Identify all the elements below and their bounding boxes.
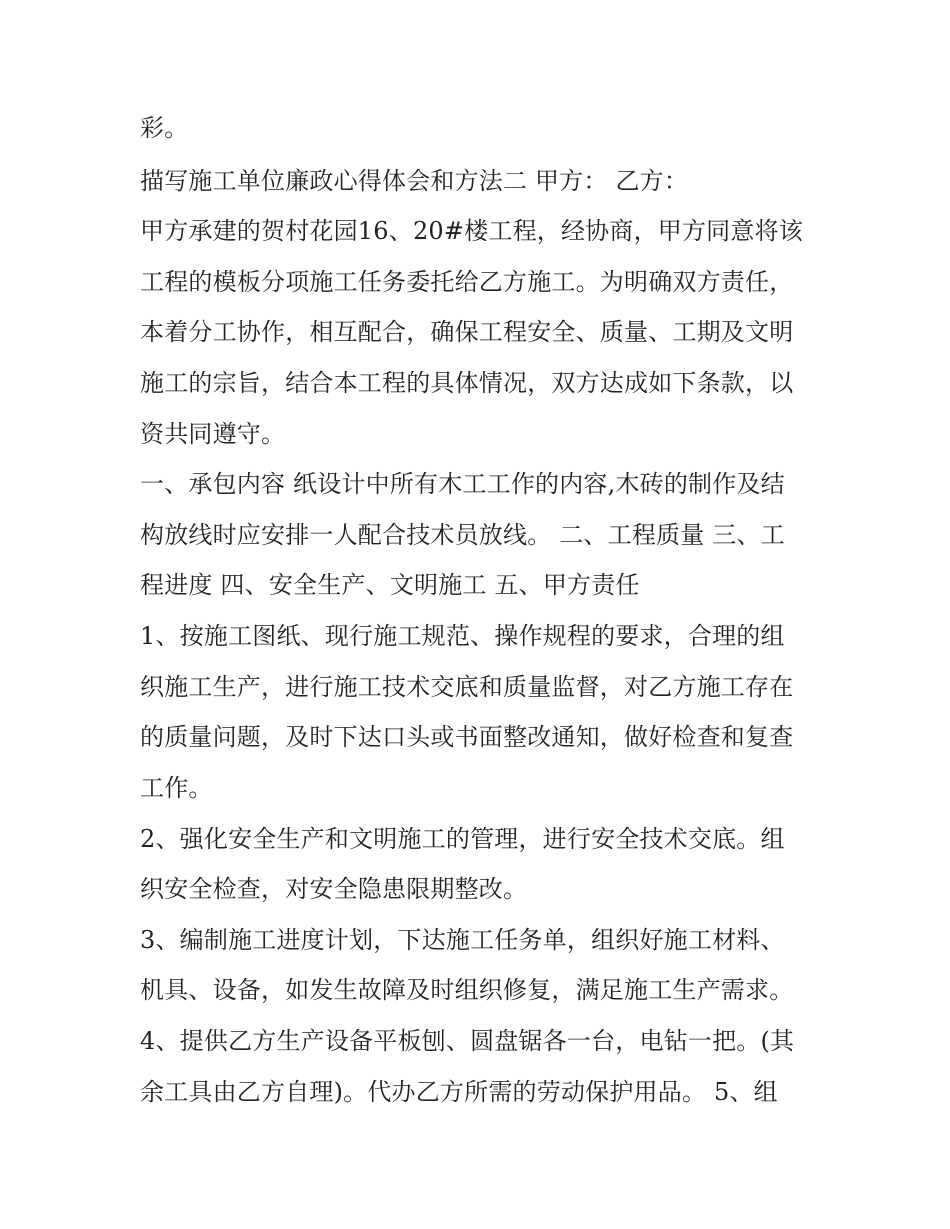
text-line: 一、承包内容 纸设计中所有木工工作的内容,木砖的制作及结 [140,470,785,498]
text-line: 彩。 [140,114,189,142]
text-line: 程进度 四、安全生产、文明施工 五、甲方责任 [140,571,640,599]
text-line: 4、提供乙方生产设备平板刨、圆盘锯各一台，电钻一把。(其 [140,1027,795,1055]
text-line: 余工具由乙方自理)。代办乙方所需的劳动保护用品。 5、组 [140,1078,778,1106]
text-line: 工作。 [140,774,213,802]
text-line: 2、强化安全生产和文明施工的管理，进行安全技术交底。组 [140,825,785,853]
text-line: 施工的宗旨，结合本工程的具体情况，双方达成如下条款，以 [140,369,794,397]
text-line: 织施工生产，进行施工技术交底和质量监督，对乙方施工存在 [140,673,794,701]
text-line: 机具、设备，如发生故障及时组织修复，满足施工生产需求。 [140,976,794,1004]
text-line: 构放线时应安排一人配合技术员放线。 二、工程质量 三、工 [140,521,785,549]
text-line: 工程的模板分项施工任务委托给乙方施工。为明确双方责任， [140,268,794,296]
text-line: 甲方承建的贺村花园16、20#楼工程，经协商，甲方同意将该 [140,217,803,245]
text-line: 资共同遵守。 [140,420,286,448]
text-line: 描写施工单位廉政心得体会和方法二 甲方： 乙方： [140,167,689,195]
text-line: 本着分工协作，相互配合，确保工程安全、质量、工期及文明 [140,318,794,346]
text-line: 1、按施工图纸、现行施工规范、操作规程的要求，合理的组 [140,622,785,650]
text-line: 的质量问题，及时下达口头或书面整改通知，做好检查和复查 [140,723,794,751]
text-line: 3、编制施工进度计划，下达施工任务单，组织好施工材料、 [140,926,785,954]
text-line: 织安全检查，对安全隐患限期整改。 [140,875,528,903]
